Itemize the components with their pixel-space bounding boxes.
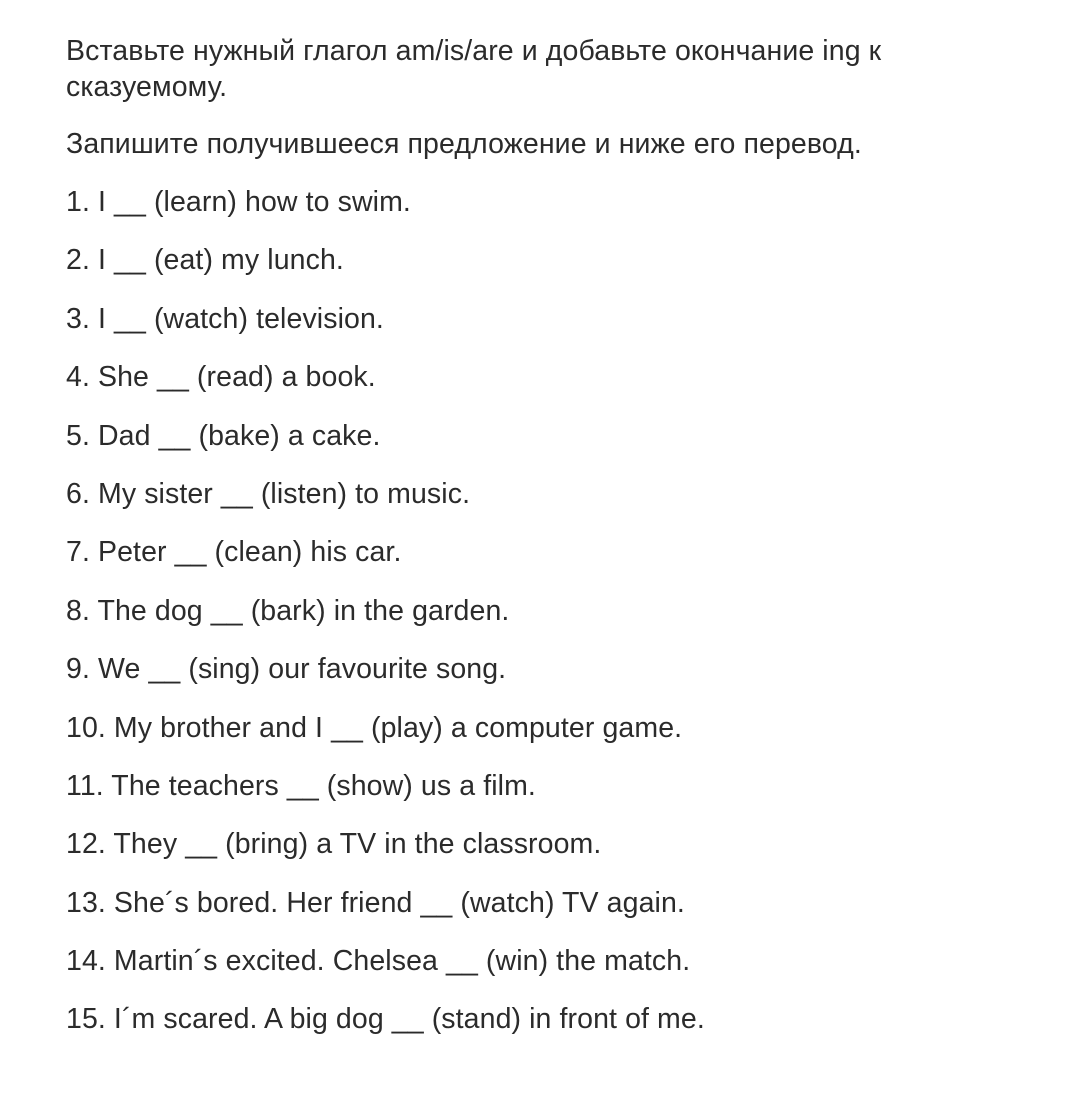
exercise-item: 9. We __ (sing) our favourite song. — [66, 653, 507, 686]
exercise-item: 8. The dog __ (bark) in the garden. — [66, 594, 510, 627]
exercise-item: 12. They __ (bring) a TV in the classroom. — [66, 828, 602, 861]
instruction-text-2: Запишите получившееся предложение и ниже его перевод. — [66, 128, 862, 160]
exercise-item: 6. My sister __ (listen) to music. — [66, 477, 471, 510]
exercise-item: 2. I __ (eat) my lunch. — [66, 244, 344, 277]
exercise-list — [66, 184, 1026, 1037]
exercise-item: 3. I __ (watch) television. — [66, 302, 384, 335]
exercise-item: 11. The teachers __ (show) us a film. — [66, 769, 536, 802]
exercise-item: 7. Peter __ (clean) his car. — [66, 536, 402, 569]
worksheet — [66, 33, 1026, 1060]
exercise-item: 4. She __ (read) a book. — [66, 361, 376, 394]
exercise-item: 5. Dad __ (bake) a cake. — [66, 419, 381, 452]
instruction-text-1: Вставьте нужный глагол am/is/are и добавьте окончание ing к сказуемому. — [66, 35, 882, 103]
exercise-item: 13. She´s bored. Her friend __ (watch) TV again. — [66, 886, 685, 919]
exercise-item: 14. Martin´s excited. Chelsea __ (win) the match. — [66, 945, 691, 978]
exercise-item: 10. My brother and I __ (play) a computer game. — [66, 711, 683, 744]
exercise-item: 1. I __ (learn) how to swim. — [66, 186, 411, 218]
exercise-item: 15. I´m scared. A big dog __ (stand) in front of me. — [66, 1003, 705, 1036]
